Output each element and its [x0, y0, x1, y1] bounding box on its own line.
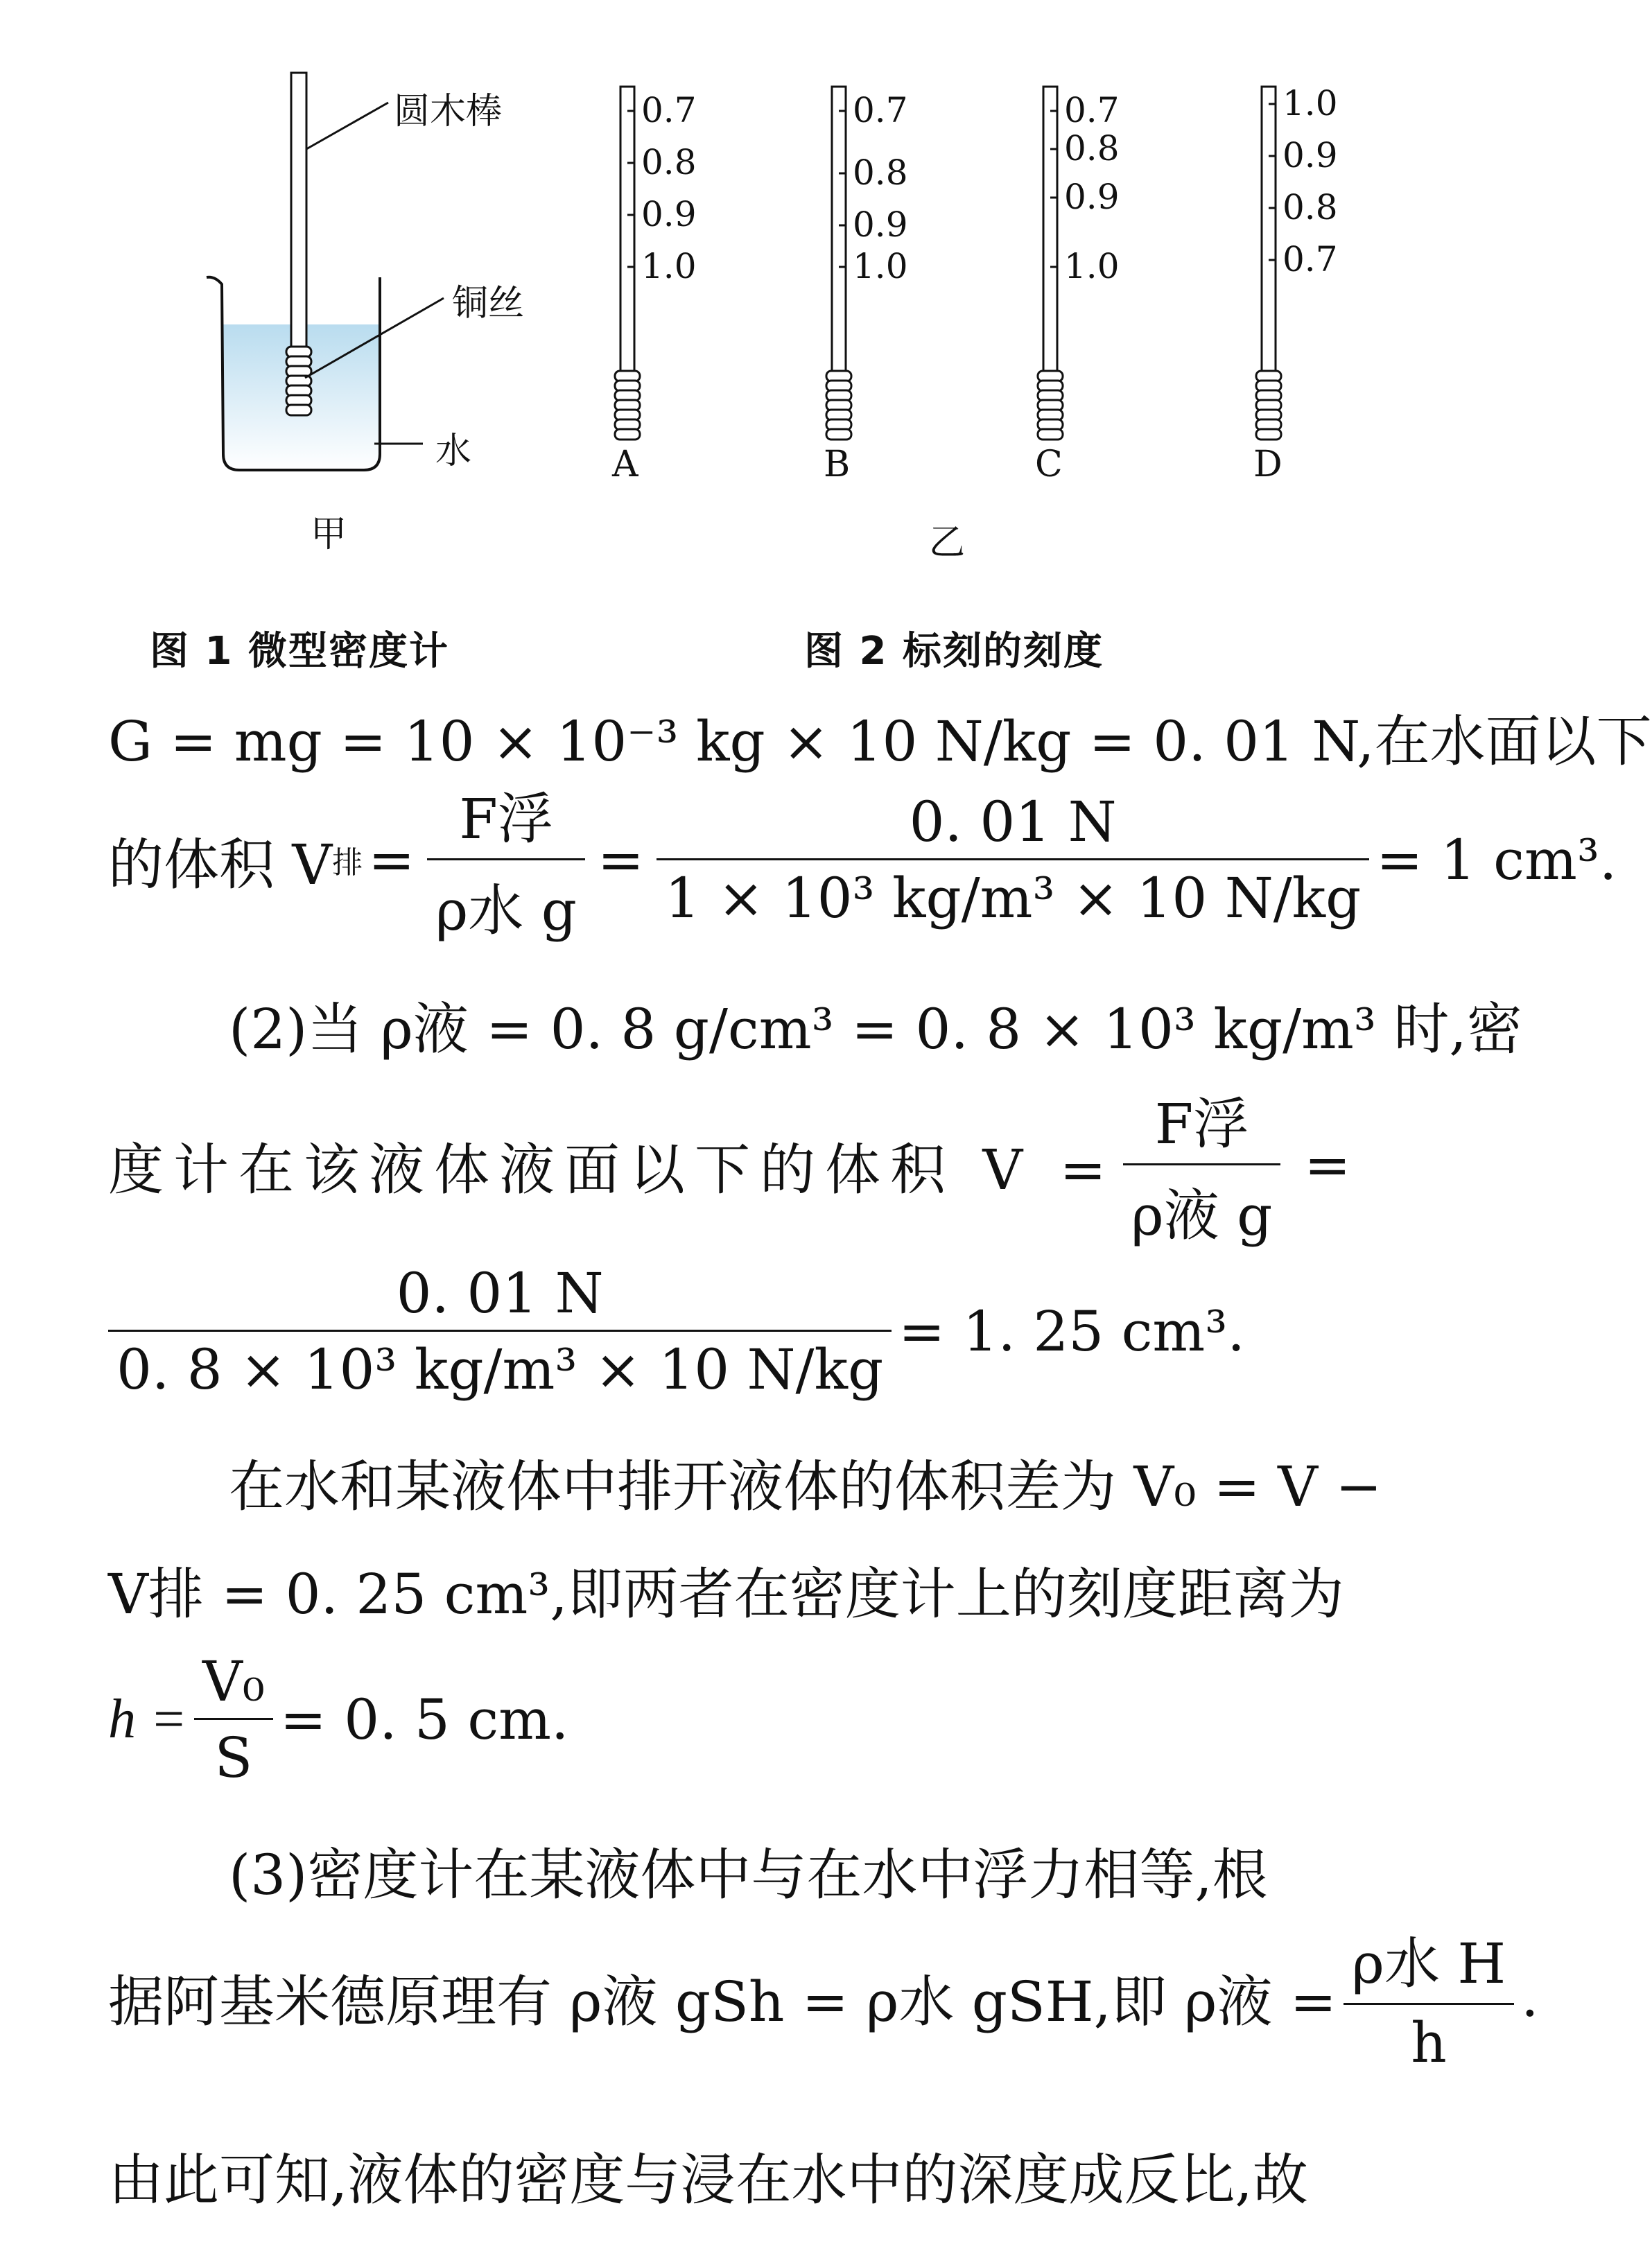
hydrometer-coil [615, 429, 640, 440]
rod-leader [306, 103, 388, 149]
hydrometer-tube [1043, 87, 1057, 412]
hydrometer-tick-label: 0.9 [1064, 177, 1120, 217]
hydrometer-tick-label: 0.7 [1064, 90, 1120, 130]
fraction-f-buoyancy: $\frac{\text{F浮}}{\text{ρ水 g}}$ [427, 774, 585, 946]
hydrometer-coil [1256, 429, 1281, 440]
hydrometer-tick-label: 0.7 [641, 90, 697, 130]
text-line-7: V排 = 0. 25 cm³,即两者在密度计上的刻度距离为 [108, 1562, 1344, 1626]
hydrometer-letter: C [1035, 444, 1063, 485]
text-line-8: h = $\frac{\text{V₀}}{S}$ = 0. 5 cm. [108, 1649, 569, 1790]
hydrometer-letter: D [1253, 444, 1283, 485]
figure-2-caption: 图 2 标刻的刻度 [804, 629, 1104, 674]
text-line-10: 据阿基米德原理有 ρ液 gSh = ρ水 gSH,即 ρ液 = $\frac{\text{ρ水 H}}{h}$ . [108, 1927, 1411, 2066]
figure-1-diagram [0, 0, 1501, 596]
text-line-5: $\frac{0. 01 N}{\text{0. 8 × 10³ kg/m³ × 10 N/kg}}$ = 1. 25 cm³. [108, 1255, 1411, 1407]
hydrometer-tick-label: 0.7 [853, 90, 908, 130]
figure-2-hydrometers [615, 87, 1281, 440]
hydrometer-tick-label: 1.0 [1064, 246, 1120, 286]
sub-caption-jia: 甲 [311, 514, 347, 555]
hydrometer-tick-label: 0.8 [641, 142, 697, 182]
fraction-volume-liquid: $\frac{0. 01 N}{\text{0. 8 × 10³ kg/m³ × 10 N/kg}}$ [108, 1261, 892, 1402]
text-line-2: 的体积 V 排 = $\frac{\text{F浮}}{\text{ρ水 g}}$ = $\frac{0. 01 N}{\text{1 × 10³ kg/m³ × 10 N/kg}}$ = 1 cm³. [108, 790, 1411, 929]
hydrometer-tick-label: 0.7 [1283, 239, 1338, 279]
text-line-6: 在水和某液体中排开液体的体积差为 V₀ = V − [229, 1454, 1382, 1519]
sub-caption-yi: 乙 [929, 522, 966, 564]
hydrometer-tick-label: 1.0 [1283, 83, 1338, 123]
hydrometer-tick-label: 1.0 [853, 246, 908, 286]
fraction-volume-water: $\frac{0. 01 N}{\text{1 × 10³ kg/m³ × 10 N/kg}}$ [657, 790, 1369, 930]
hydrometer-coil [1038, 429, 1063, 440]
fraction-density: $\frac{\text{ρ水 H}}{h}$ [1344, 1919, 1514, 2075]
figure-1-caption: 图 1 微型密度计 [150, 629, 449, 674]
hydrometer-letter: A [612, 444, 638, 485]
hydrometer-tube [1262, 87, 1276, 412]
text-line-9: (3)密度计在某液体中与在水中浮力相等,根 [229, 1843, 1268, 1907]
hydrometer-tick-label: 0.8 [1283, 187, 1338, 227]
hydrometer-tick-label: 0.8 [853, 153, 908, 193]
text-line-11: 由此可知,液体的密度与浸在水中的深度成反比,故 [108, 2148, 1308, 2212]
hydrometer-tube [832, 87, 846, 412]
text-line-4: 度计在该液体液面以下的体积 V = $\frac{\text{F浮}}{\text{ρ液 g}}$ = [108, 1095, 1411, 1234]
copper-wire-coil [286, 347, 311, 415]
text-line-1: G = mg = 10 × 10⁻³ kg × 10 N/kg = 0. 01 N,在水面以下 [108, 709, 1652, 774]
fraction-f-liquid: $\frac{\text{F浮}}{\text{ρ液 g}}$ [1123, 1079, 1281, 1251]
label-rod: 圆木棒 [394, 91, 503, 132]
text-line-3: (2)当 ρ液 = 0. 8 g/cm³ = 0. 8 × 10³ kg/m³ 时,密 [229, 997, 1522, 1061]
hydrometer-tick-label: 1.0 [641, 246, 697, 286]
label-copper-wire: 铜丝 [452, 283, 525, 324]
hydrometer-coil [826, 429, 851, 440]
hydrometer-tick-label: 0.9 [641, 194, 697, 234]
hydrometer-tube [620, 87, 634, 412]
fraction-h: $\frac{\text{V₀}}{S}$ [194, 1649, 273, 1790]
hydrometer-tick-label: 0.9 [1283, 135, 1338, 175]
hydrometer-tick-label: 0.8 [1064, 128, 1120, 168]
hydrometer-letter: B [824, 444, 851, 485]
hydrometer-tick-label: 0.9 [853, 205, 908, 245]
label-water: 水 [435, 431, 472, 472]
